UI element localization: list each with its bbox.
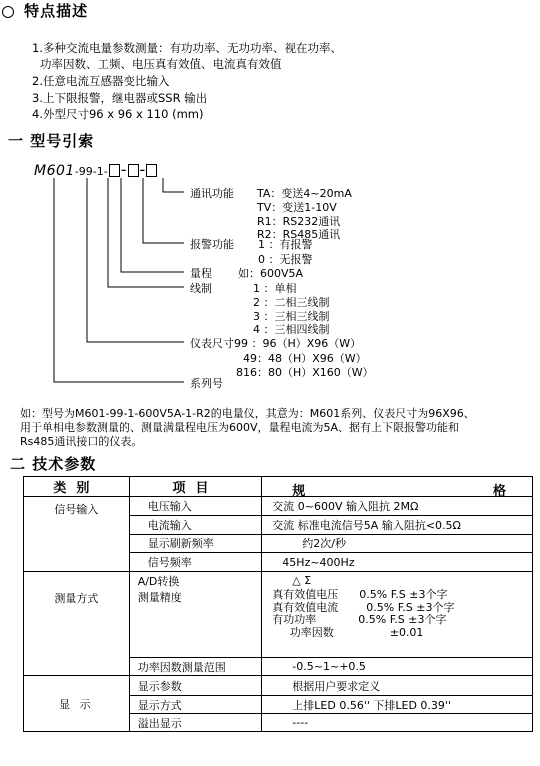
- size-label: 仪表尺寸99 ：96（H）X96（W）: [190, 337, 362, 350]
- feature-item-1: 1.多种交流电量参数测量：有功功率、无功功率、视在功率、: [32, 41, 342, 55]
- cell-pf-range-spec: -0.5~1~+0.5: [262, 658, 533, 676]
- header-item: 项目: [129, 477, 262, 497]
- header-spec-right: 格: [492, 484, 516, 499]
- size-line-816: 816：80（H）X160（W）: [236, 366, 374, 379]
- cell-precision-spec: [262, 589, 533, 658]
- cell-display-mode-spec: 上排LED 0.56'' 下排LED 0.39'': [262, 696, 533, 714]
- alarm-label: 报警功能: [190, 238, 234, 251]
- header-spec: [262, 477, 533, 497]
- feature-item-2: 2.任意电流互感器变比输入: [32, 74, 170, 88]
- header-spec-left: 规: [292, 484, 316, 499]
- tech-title: 二 技术参数: [10, 455, 97, 473]
- wiring-line-1: 1 ：单相: [253, 282, 297, 295]
- table-row: [24, 497, 533, 516]
- alarm-line-0: 0 ：无报警: [258, 253, 313, 266]
- cell-freq-spec: 45Hz~400Hz: [262, 553, 533, 572]
- example-line-2: 用于单相电参数测量的、测量满量程电压为600V，量程电流为5A、据有上下限报警功能和: [20, 421, 460, 434]
- precision-line-current: 真有效值电流 0.5% F.S ±3个字: [272, 600, 455, 614]
- cell-display-param-spec: 根据用户要求定义: [262, 676, 533, 696]
- cell-current-input: 电流输入: [129, 515, 262, 534]
- precision-line-power: 有功功率 0.5% F.S ±3个字: [272, 613, 447, 627]
- table-row: [24, 676, 533, 696]
- comm-line-r2: R2：RS485通讯: [257, 228, 341, 241]
- feature-item-4: 4.外型尺寸96 x 96 x 110 (mm): [32, 107, 204, 121]
- comm-line-r1: R1：RS232通讯: [257, 215, 341, 228]
- cell-signal-input: 信号输入: [24, 497, 130, 572]
- cell-ad-spec: △ Σ: [262, 572, 533, 590]
- range-value: 如：600V5A: [238, 267, 304, 280]
- cell-overflow: 溢出显示: [129, 714, 262, 732]
- cell-refresh: 显示刷新频率: [129, 534, 262, 553]
- cell-freq: 信号频率: [129, 553, 262, 572]
- comm-line-tv: TV：变送1-10V: [257, 201, 337, 214]
- cell-overflow-spec: ----: [262, 714, 533, 732]
- comm-label: 通讯功能: [190, 187, 234, 200]
- cell-display: 显 示: [24, 676, 130, 732]
- spec-table: [23, 476, 533, 732]
- alarm-line-1: 1 ：有报警: [258, 238, 313, 251]
- model-code: M601-99-1- - -: [34, 160, 158, 179]
- wiring-line-4: 4 ：三相四线制: [253, 323, 330, 336]
- model-index-title: 一 型号引索: [8, 132, 95, 150]
- cell-ad: A/D转换: [129, 572, 262, 590]
- size-line-49: 49：48（H）X96（W）: [243, 352, 367, 365]
- example-line-1: 如：型号为M601-99-1-600V5A-1-R2的电量仪，其意为：M601系列、仪表尺寸为96X96、: [20, 407, 475, 420]
- comm-line-ta: TA：变送4~20mA: [257, 187, 352, 200]
- wiring-line-2: 2 ：二相三线制: [253, 296, 330, 309]
- features-title: 特点描述: [24, 2, 89, 20]
- model-prefix: M601: [34, 163, 75, 179]
- cell-measure-mode: 测量方式: [24, 572, 130, 676]
- cell-pf-range: 功率因数测量范围: [129, 658, 262, 676]
- table-row: [24, 572, 533, 590]
- cell-precision: 测量精度: [129, 589, 262, 658]
- precision-line-pf: 功率因数 ±0.01: [272, 625, 424, 639]
- example-line-3: Rs485通讯接口的仪表。: [20, 435, 143, 448]
- feature-item-1b: 功率因数、工频、电压真有效值、电流真有效值: [40, 57, 282, 71]
- cell-voltage-spec: 交流 0~600V 输入阻抗 2MΩ: [262, 497, 533, 516]
- model-mid: -99-1-: [74, 165, 108, 178]
- feature-item-3: 3.上下限报警，继电器或SSR 输出: [32, 91, 208, 105]
- cell-voltage-input: 电压输入: [129, 497, 262, 516]
- cell-display-param: 显示参数: [129, 676, 262, 696]
- cell-refresh-spec: 约2次/秒: [262, 534, 533, 553]
- wiring-label: 线制: [190, 282, 212, 295]
- cell-current-spec: 交流 标准电流信号5A 输入阻抗<0.5Ω: [262, 515, 533, 534]
- header-category: 类别: [24, 477, 130, 497]
- wiring-line-3: 3 ：三相三线制: [253, 310, 330, 323]
- spec-header-row: [24, 477, 533, 497]
- series-label: 系列号: [190, 377, 223, 390]
- cell-display-mode: 显示方式: [129, 696, 262, 714]
- range-label: 量程: [190, 267, 212, 280]
- precision-line-voltage: 真有效值电压 0.5% F.S ±3个字: [272, 588, 448, 601]
